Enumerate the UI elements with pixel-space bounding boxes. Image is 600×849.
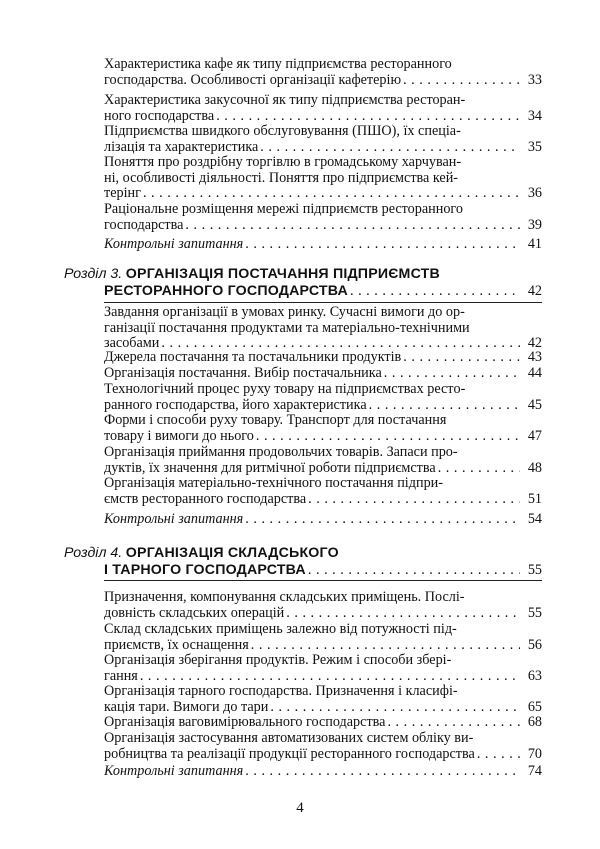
toc-page-number: 56: [527, 636, 542, 653]
toc-entry[interactable]: [104, 653, 542, 684]
section-heading[interactable]: [64, 545, 542, 579]
toc-page-number: 63: [527, 667, 542, 684]
toc-entry-text: ємств ресторанного господарства: [104, 490, 307, 507]
dot-leader: [438, 461, 520, 477]
toc-entry[interactable]: [104, 202, 542, 233]
toc-entry[interactable]: [104, 350, 542, 366]
dot-leader: [256, 429, 520, 445]
toc-entry-line: [104, 398, 542, 414]
toc-entry-line: [104, 445, 542, 461]
dot-leader: [308, 562, 520, 579]
section-title: І ТАРНОГО ГОСПОДАРСТВА: [104, 562, 306, 578]
toc-entry-text: ні, особливості діяльності. Поняття про підприємства кей-: [104, 169, 459, 186]
toc-entry-line: [104, 606, 542, 622]
section-prefix: Розділ 3.: [64, 266, 123, 282]
toc-entry-line: [104, 140, 542, 156]
toc-entry-text: Технологічний процес руху товару на підприємствах рестo-: [104, 381, 466, 397]
toc-entry-line: [104, 413, 542, 429]
toc-entry[interactable]: [104, 590, 542, 621]
section-heading[interactable]: [64, 266, 542, 300]
dot-leader: [403, 73, 520, 89]
dot-leader: [369, 398, 520, 414]
toc-entry-text: Організація застосування автоматизованих систем обліку ви-: [104, 730, 474, 746]
toc-entry-line: [104, 366, 542, 382]
section-divider: [104, 302, 542, 303]
toc-entry-line: [104, 622, 542, 638]
toc-entry-text: лізація та характеристика: [104, 138, 259, 155]
toc-entry-text: дуктів, їх значення для ритмічної роботи підприємства: [104, 459, 436, 476]
toc-entry-line: [104, 638, 542, 654]
toc-entry-line: [104, 237, 542, 253]
toc-entry-text: Поняття про роздрібну торгівлю в громадському харчуван-: [104, 154, 462, 170]
toc-page-number: 48: [527, 459, 542, 476]
toc-page-number: 68: [527, 714, 542, 730]
dot-leader: [270, 700, 520, 716]
toc-page-number: 39: [527, 216, 542, 233]
toc-entry-line: [104, 57, 542, 73]
toc-page-number: 47: [527, 427, 542, 444]
section-title: ОРГАНІЗАЦІЯ ПОСТАЧАННЯ ПІДПРИЄМСТВ: [125, 266, 440, 282]
toc-entry-text: Завдання організації в умовах ринку. Сучасні вимоги до ор-: [104, 304, 465, 320]
toc-entry-line: [104, 476, 542, 492]
toc-entry-line: [104, 747, 542, 763]
toc-entry-line: [104, 715, 542, 731]
dot-leader: [384, 366, 520, 382]
toc-entry-text: ного господарства: [104, 107, 215, 124]
toc-entry[interactable]: [104, 124, 542, 155]
toc-entry-text: Характеристика кафе як типу підприємства ресторанного: [104, 56, 452, 72]
toc-page-number: 33: [527, 71, 542, 88]
section-divider: [104, 580, 542, 581]
toc-page-number: 45: [527, 396, 542, 413]
toc-entry-line: [104, 429, 542, 445]
toc-entry-text: засобами: [104, 335, 160, 351]
toc-entry-text: ганізації постачання продуктами та матеріально-технічними: [104, 319, 470, 336]
toc-page-number: 42: [527, 335, 542, 351]
toc-entry-line: [104, 305, 542, 321]
toc-entry-line: [104, 700, 542, 716]
toc-entry-text: Призначення, компонування складських приміщень. Послі-: [104, 589, 465, 605]
section-title: РЕСТОРАННОГО ГОСПОДАРСТВА: [104, 283, 348, 299]
dot-leader: [185, 218, 520, 234]
toc-entry[interactable]: [104, 93, 542, 124]
dot-leader: [245, 764, 520, 780]
toc-page-number: 34: [527, 107, 542, 124]
toc-entry-text: Джерела постачання та постачальники продуктів: [104, 349, 402, 365]
toc-entry-text: Контрольні запитання: [104, 236, 244, 252]
toc-entry-text: Організація приймання продовольчих товарів. Запаси про-: [104, 444, 458, 460]
toc-entry-line: [104, 350, 542, 366]
toc-entry-line: [104, 218, 542, 234]
section-title: ОРГАНІЗАЦІЯ СКЛАДСЬКОГО: [125, 545, 339, 561]
toc-entry-text: товару і вимоги до нього: [104, 427, 254, 444]
toc-entry-line: [104, 512, 542, 528]
dot-leader: [477, 747, 520, 763]
toc-page-number: 44: [527, 365, 542, 381]
toc-entry[interactable]: [104, 305, 542, 352]
toc-entry-text: Характеристика закусочної як типу підприємства ресторан-: [104, 92, 466, 108]
toc-entry-line: [104, 93, 542, 109]
section-heading-line: [64, 283, 542, 300]
section-heading-line: [64, 545, 542, 562]
toc-entry-control-questions[interactable]: [104, 237, 542, 253]
toc-entry[interactable]: [104, 622, 542, 653]
section-heading-line: [64, 266, 542, 283]
dot-leader: [286, 606, 520, 622]
toc-entry-line: [104, 155, 542, 171]
toc-entry-line: [104, 653, 542, 669]
toc-entry-text: терінг: [104, 185, 141, 201]
toc-entry-text: робництва та реалізації продукції ресторанного господарства: [104, 745, 475, 762]
dot-leader: [260, 140, 520, 156]
toc-entry-text: Організація тарного господарства. Призначення і класифі-: [104, 683, 458, 699]
toc-page-number: 65: [527, 698, 542, 715]
dot-leader: [308, 492, 520, 508]
toc-entry-text: приємств, їх оснащення: [104, 636, 249, 653]
dot-leader: [245, 237, 520, 253]
toc-entry-control-questions[interactable]: [104, 764, 542, 780]
toc-entry-text: Організація ваговимірювального господарства: [104, 714, 386, 730]
toc-entry-line: [104, 171, 542, 187]
toc-entry-line: [104, 590, 542, 606]
toc-entry-line: [104, 764, 542, 780]
toc-entry[interactable]: [104, 57, 542, 88]
toc-entry-text: Організація зберігання продуктів. Режим і способи зберi-: [104, 652, 452, 668]
toc-entry-text: господарства. Особливості організації кафетерію: [104, 71, 402, 88]
toc-entry-line: [104, 186, 542, 202]
dot-leader: [251, 638, 520, 654]
toc-entry-text: гання: [104, 667, 138, 684]
toc-entry[interactable]: [104, 684, 542, 715]
toc-entry-line: [104, 669, 542, 685]
toc-page-number: 43: [527, 349, 542, 365]
toc-entry-text: довність складських операцій: [104, 604, 285, 621]
dot-leader: [143, 186, 520, 202]
toc-entry[interactable]: [104, 731, 542, 762]
dot-leader: [387, 715, 520, 731]
toc-entry-text: Організація постачання. Вибір постачальника: [104, 365, 382, 381]
toc-entry-text: Форми і способи руху товару. Транспорт для постачання: [104, 412, 447, 428]
toc-entry-line: [104, 73, 542, 89]
section-heading-line: [64, 562, 542, 579]
dot-leader: [216, 109, 520, 125]
toc-entry-text: Контрольні запитання: [104, 763, 244, 779]
toc-page-number: 74: [527, 763, 542, 779]
toc-page-number: 35: [527, 138, 542, 155]
toc-page-number: 55: [527, 604, 542, 621]
toc-entry-text: кація тари. Вимоги до тари: [104, 698, 269, 715]
toc-entry-line: [104, 461, 542, 477]
toc-entry-text: Раціональне розміщення мережі підприємств ресторанного: [104, 201, 463, 217]
toc-entry-text: ранного господарства, його характеристика: [104, 396, 367, 413]
toc-entry-line: [104, 202, 542, 218]
toc-entry[interactable]: [104, 445, 542, 476]
dot-leader: [245, 512, 520, 528]
toc-entry[interactable]: [104, 476, 542, 507]
toc-page-number: 42: [527, 283, 542, 299]
toc-entry-text: Підприємства швидкого обслуговування (ПШО), їх спеціа-: [104, 123, 461, 139]
toc-entry-text: Склад складських приміщень залежно від потужності під-: [104, 621, 457, 637]
toc-entry-line: [104, 382, 542, 398]
toc-entry[interactable]: [104, 413, 542, 444]
toc-page-number: 70: [527, 745, 542, 762]
toc-entry[interactable]: [104, 715, 542, 731]
section-prefix: Розділ 4.: [64, 545, 123, 561]
toc-entry-control-questions[interactable]: [104, 512, 542, 528]
toc-page-number: 41: [527, 236, 542, 252]
dot-leader: [350, 283, 520, 300]
toc-page-number: 55: [527, 562, 542, 578]
toc-entry-line: [104, 684, 542, 700]
toc-entry[interactable]: [104, 382, 542, 413]
toc-entry-line: [104, 109, 542, 125]
dot-leader: [403, 350, 520, 366]
page-number: 4: [296, 800, 304, 816]
toc-page-number: 36: [527, 185, 542, 201]
toc-entry-text: господарства: [104, 216, 184, 233]
toc-entry[interactable]: [104, 366, 542, 382]
toc-page-number: 54: [527, 511, 542, 527]
toc-page-number: 51: [527, 490, 542, 507]
toc-entry-line: [104, 492, 542, 508]
toc-entry-line: [104, 321, 542, 337]
toc-entry-line: [104, 124, 542, 140]
toc-entry[interactable]: [104, 155, 542, 202]
toc-entry-line: [104, 731, 542, 747]
toc-entry-text: Організація матеріально-технічного постачання підпри-: [104, 475, 443, 491]
dot-leader: [140, 669, 520, 685]
toc-entry-text: Контрольні запитання: [104, 511, 244, 527]
